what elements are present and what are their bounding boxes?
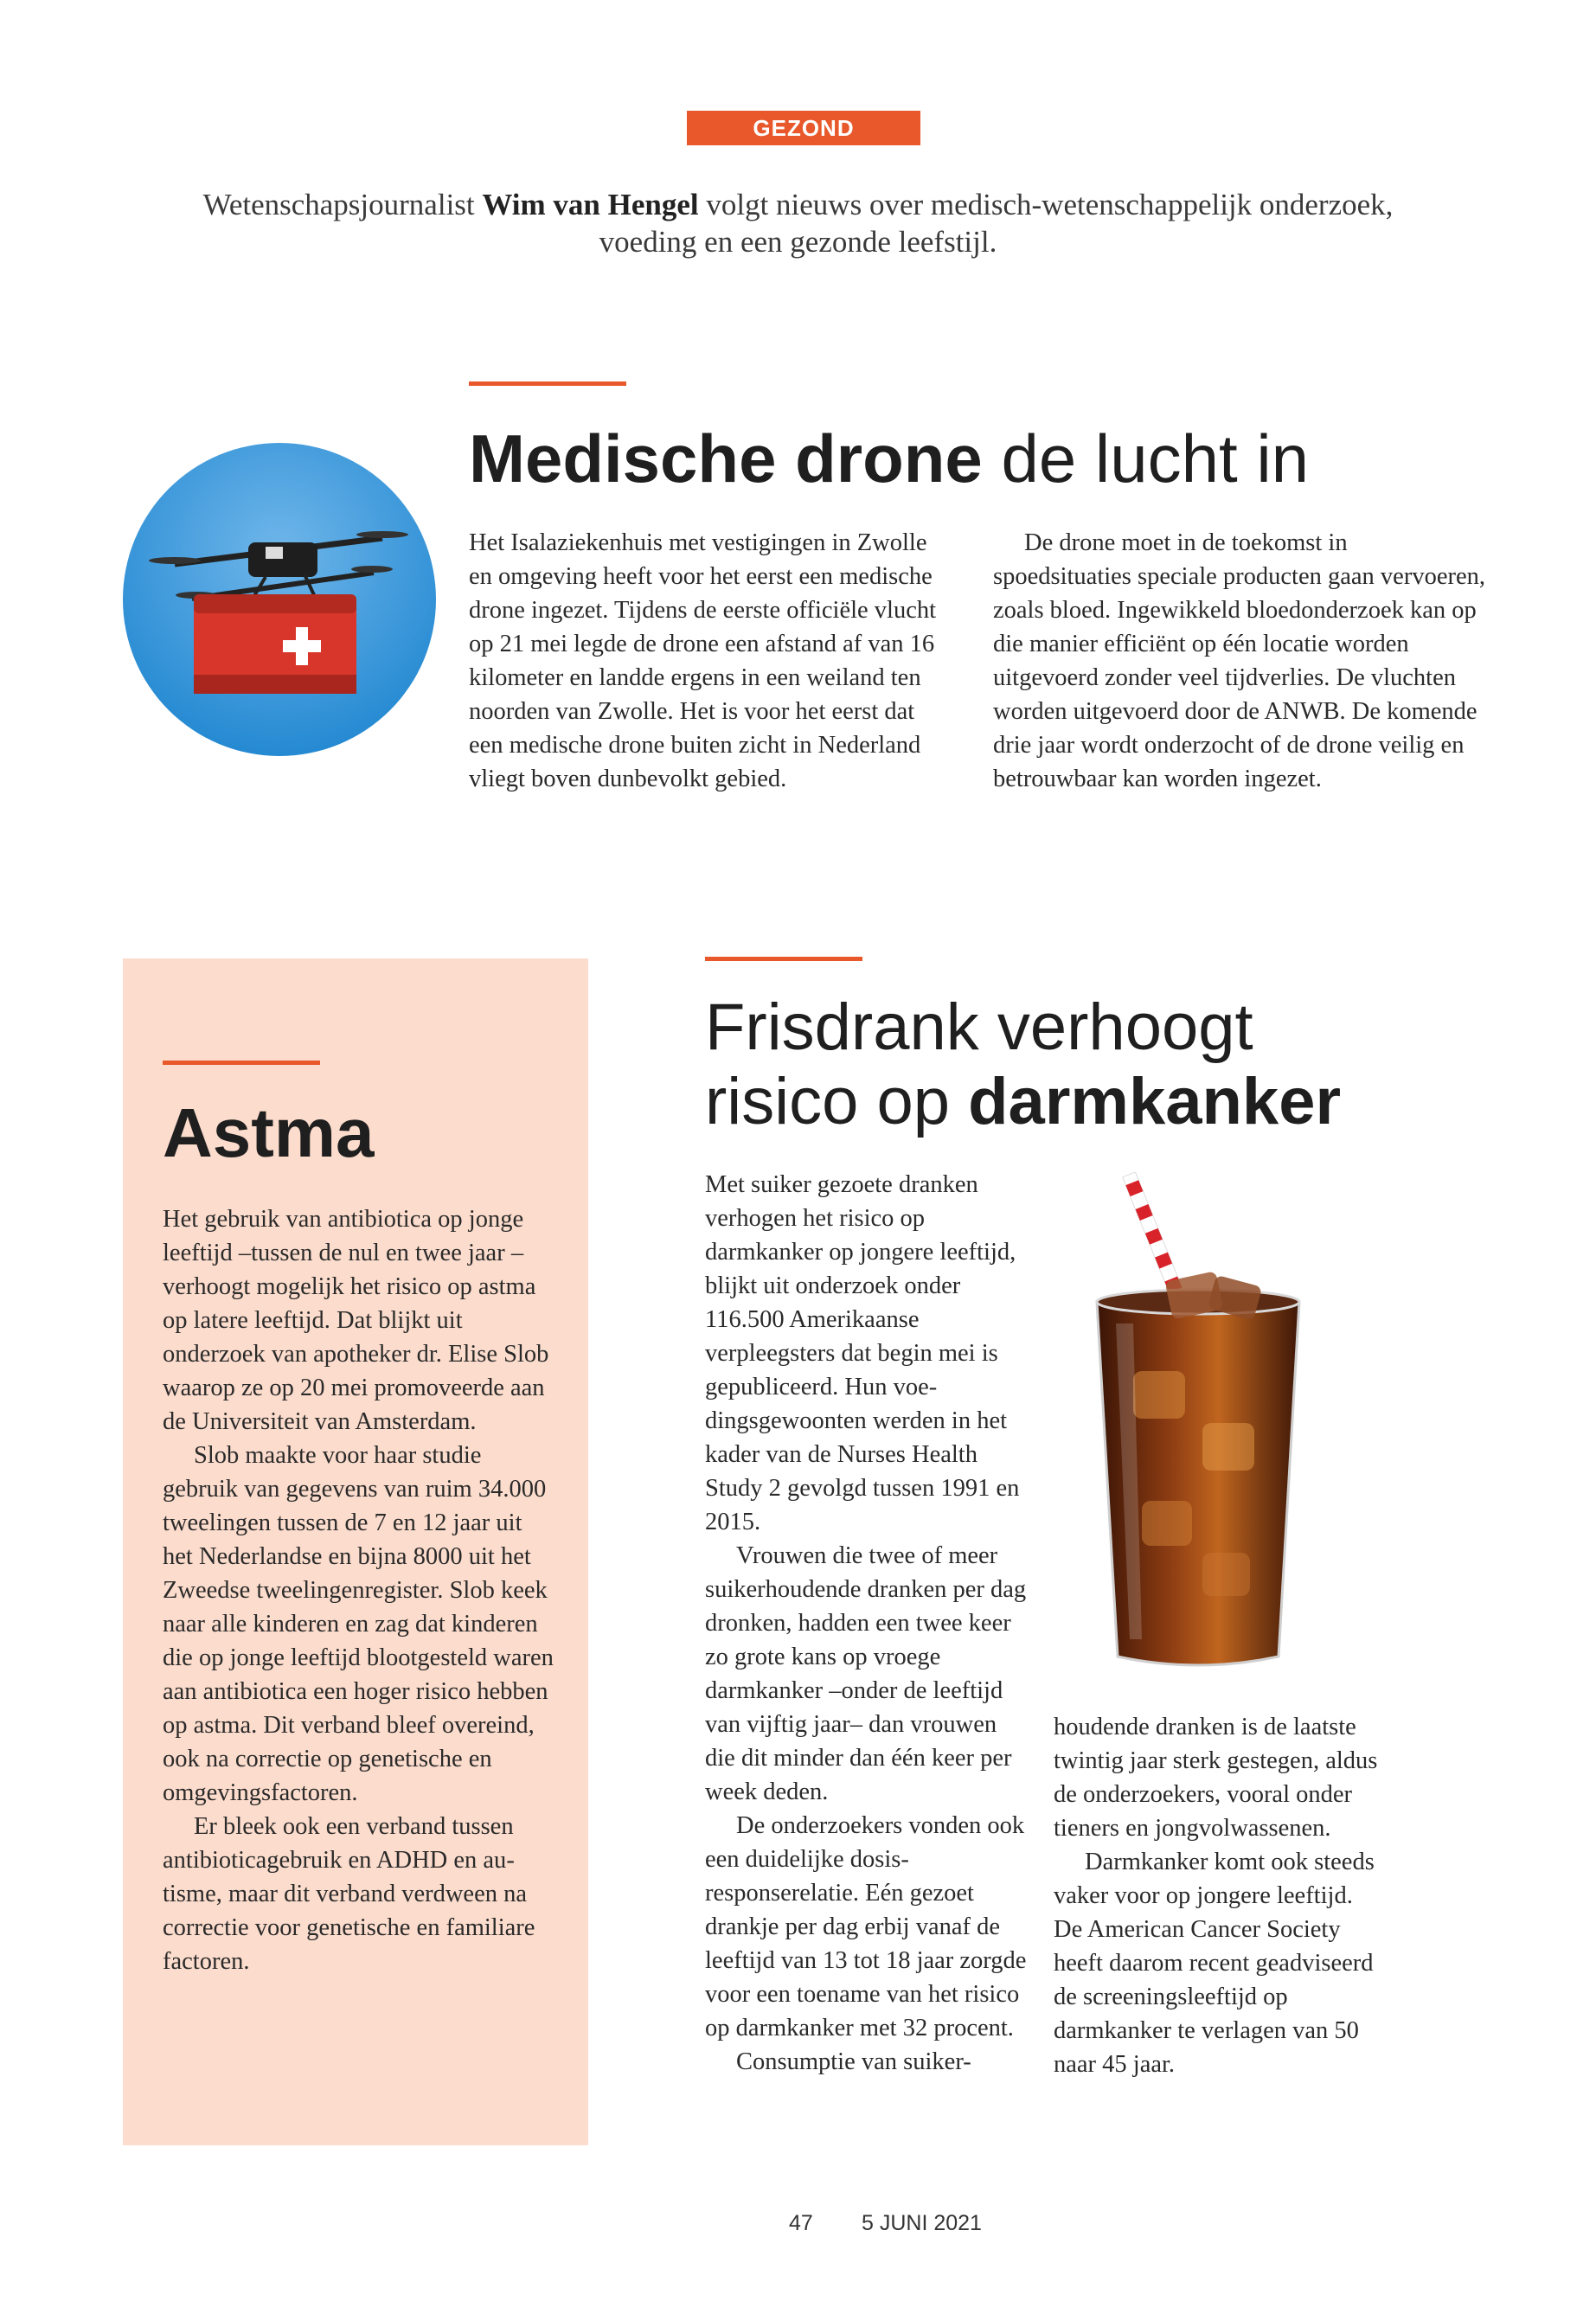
soda-image bbox=[1073, 1172, 1324, 1674]
astma-title-text: Astma bbox=[163, 1094, 375, 1171]
astma-p1: Het gebruik van antibiotica op jonge leeftijd –tussen de nul en twee jaar – verhoogt mogelijk het risico op astma op latere leeftijd. Dat blijkt uit onderzoek van apotheker dr. Elise Slob waarop ze op 20 mei promoveerde aan de Universiteit van Amsterdam. bbox=[163, 1206, 549, 1435]
astma-body bbox=[163, 1202, 554, 1978]
intro-text bbox=[156, 186, 1440, 260]
frisdrank-title-rule bbox=[705, 957, 862, 961]
page-number: 47 bbox=[789, 2211, 813, 2235]
astma-title-rule bbox=[163, 1061, 320, 1065]
drone-col-2-text: De drone moet in de toekomst in spoedsituaties speciale producten gaan vervoeren, zoals bloed. Ingewikkeld bloedonderzoek kan op die manier efficiënt op één locatie worden uitgevoerd zonder veel tijdverlies. De vluchten worden uitgevoerd door de ANWB. De komende drie jaar wordt onderzocht of de drone veilig en betrouwbaar kan worden ingezet. bbox=[993, 529, 1485, 792]
drone-title-rule bbox=[469, 381, 626, 386]
drone-title-light: de lucht in bbox=[982, 420, 1310, 497]
frisdrank-col-1 bbox=[705, 1168, 1029, 2079]
frisdrank-col1-p3: De onderzoekers vonden ook een duidelijke dosis-responserelatie. Eén gezoet drankje per dag erbij vanaf de leeftijd van 13 tot 18 jaar zorgde voor een toename van het risico op darmkanker met 32 procent. bbox=[705, 1812, 1027, 2041]
astma-p3: Er bleek ook een verband tussen antibioticagebruik en ADHD en autisme, maar dit verband verdween na correctie voor genetische en familiare factoren. bbox=[163, 1813, 535, 1975]
intro-author: Wim van Hengel bbox=[482, 188, 699, 221]
drone-col-1-text: Het Isalaziekenhuis met vestigingen in Zwolle en omgeving heeft voor het eerst een medische drone ingezet. Tijdens de eerste officiële vlucht op 21 mei legde de drone een afstand af van 16 kilometer en landde ergens in een weiland ten noorden van Zwolle. Het is voor het eerst dat een medische drone buiten zicht in Nederland vliegt boven dunbevolkt gebied. bbox=[469, 529, 937, 792]
drone-illustration bbox=[123, 443, 436, 756]
frisdrank-title bbox=[705, 990, 1341, 1139]
intro-before: Wetenschapsjournalist bbox=[202, 188, 483, 221]
astma-title bbox=[163, 1094, 375, 1172]
section-tag: GEZOND bbox=[687, 111, 920, 145]
frisdrank-title-line1: Frisdrank verhoogt bbox=[705, 990, 1253, 1064]
frisdrank-col1-p2: Vrouwen die twee of meer suikerhoudende dranken per dag dronken, hadden een twee keer zo grote kans op vroege darmkanker –onder de leeftijd van vijftig jaar– dan vrouwen die dit minder dan één keer per week deden. bbox=[705, 1542, 1027, 1805]
frisdrank-col1-p4: Consumptie van suiker- bbox=[736, 2048, 971, 2075]
drone-title bbox=[469, 420, 1309, 497]
astma-p2: Slob maakte voor haar studie gebruik van gegevens van ruim 34.000 tweelingen tussen de 7 en 12 jaar uit het Nederlandse en bijna 8000 uit het Zweedse tweelingenregister. Slob keek naar alle kinderen en zag dat kinderen die op jonge leeftijd blootgesteld waren aan antibiotica een hoger risico hebben op astma. Dit verband bleef overeind, ook na correctie op genetische en omgevingsfactoren. bbox=[163, 1442, 554, 1806]
intro-after: volgt nieuws over medisch-wetenschappelijk onderzoek, voeding en een gezonde leefstijl. bbox=[599, 188, 1394, 259]
drone-col-1 bbox=[469, 526, 953, 796]
issue-date: 5 JUNI 2021 bbox=[862, 2211, 982, 2235]
drone-image bbox=[123, 443, 436, 756]
frisdrank-title-line2-bold: darmkanker bbox=[968, 1065, 1342, 1138]
frisdrank-col2-p2: Darmkanker komt ook steeds vaker voor op jongere leeftijd. De American Cancer Society heeft daarom recent geadviseerd de screeningsleeftijd op darmkanker te verlagen van 50 naar 45 jaar. bbox=[1054, 1849, 1375, 2078]
drone-col-2 bbox=[993, 526, 1486, 796]
drone-title-bold: Medische drone bbox=[469, 420, 983, 497]
frisdrank-col-2 bbox=[1054, 1710, 1378, 2081]
frisdrank-col1-p1: Met suiker gezoete dranken verhogen het risico op darmkanker op jongere leeftijd, blijkt uit onderzoek onder 116.500 Amerikaanse verpleegsters dat begin mei is gepubliceerd. Hun voedingsgewoonten werden in het kader van de Nurses Health Study 2 gevolgd tussen 1991 en 2015. bbox=[705, 1171, 1020, 1535]
frisdrank-title-line2-light: risico op bbox=[705, 1065, 969, 1138]
soda-glass-illustration bbox=[1073, 1172, 1324, 1674]
frisdrank-col2-p1: houdende dranken is de laatste twintig jaar sterk gestegen, aldus de onderzoekers, vooral onder tieners en jongvolwassenen. bbox=[1054, 1714, 1378, 1842]
